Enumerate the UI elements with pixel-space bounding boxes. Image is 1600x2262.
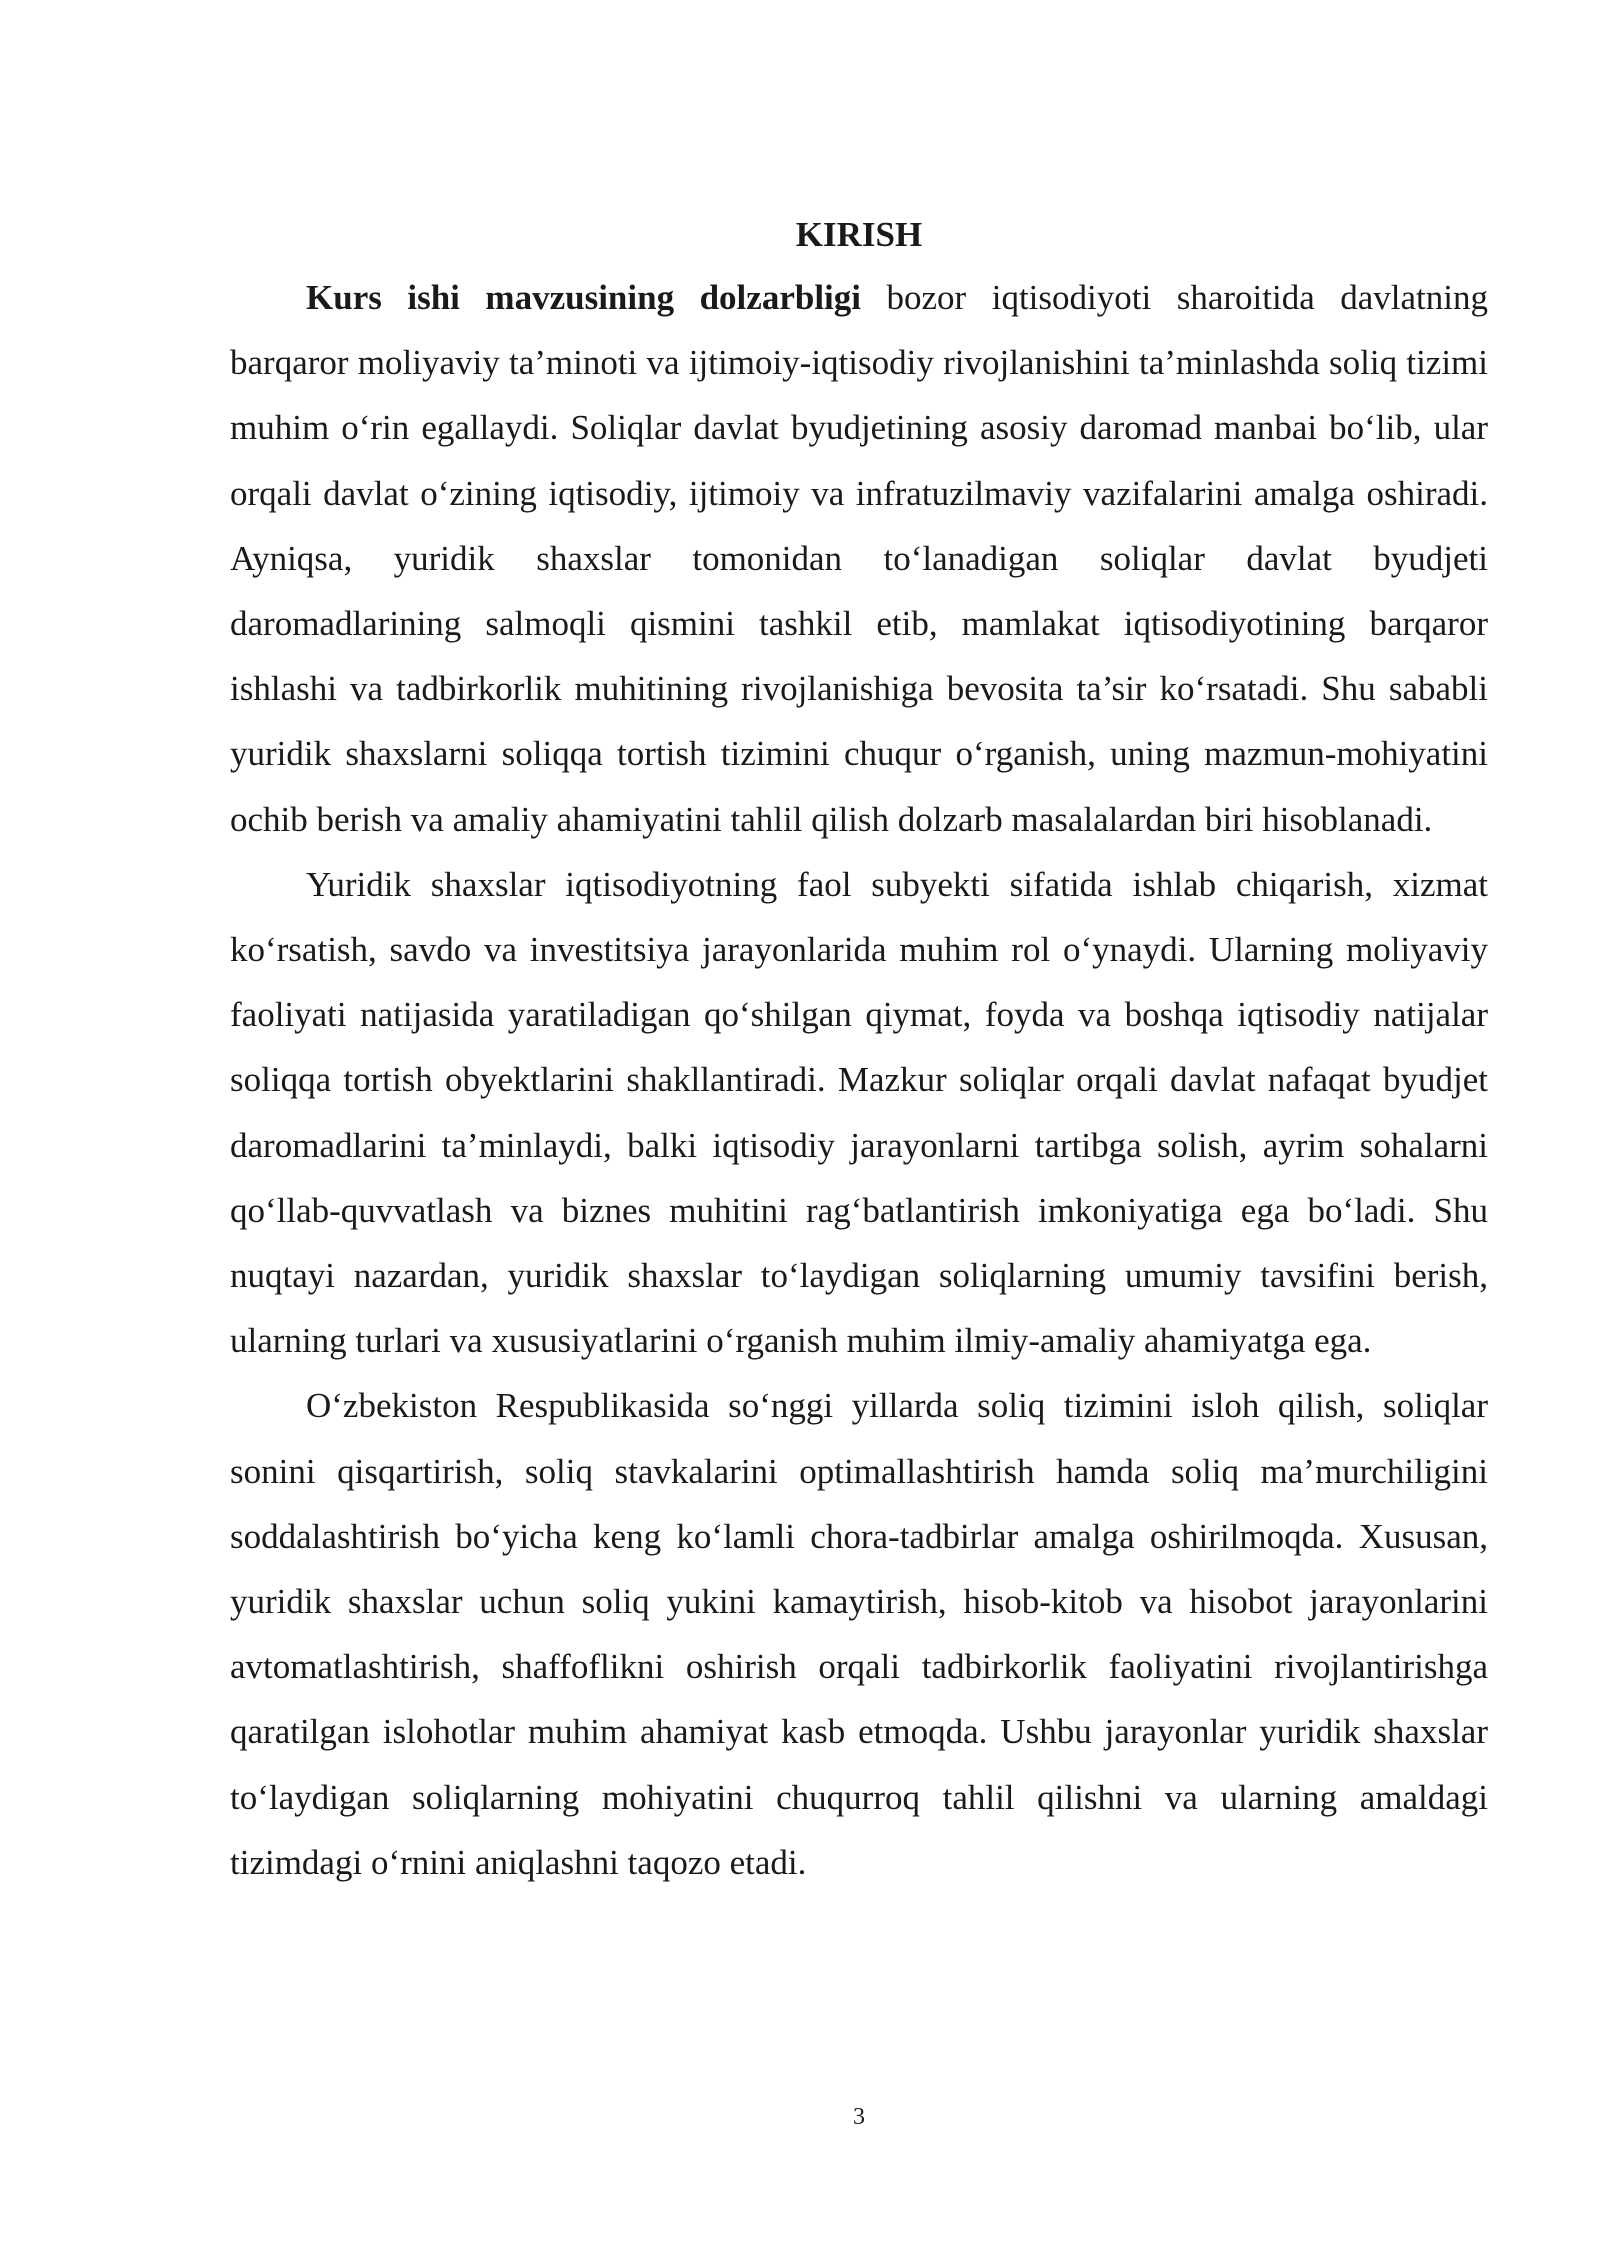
- paragraph-text: Yuridik shaxslar iqtisodiyotning faol subyekti sifatida ishlab chiqarish, xizmat ko‘rsatish, savdo va investitsiya jarayonlarida muhim rol o‘ynaydi. Ularning moliyaviy faoliyati natijasida yaratiladigan qo‘shilgan qiymat, foyda va boshqa iqtisodiy natijalar soliqqa tortish obyektlarini shakllantiradi. Mazkur soliqlar orqali davlat nafaqat byudjet daromadlarini ta’minlaydi, balki iqtisodiy jarayonlarni tartibga solish, ayrim sohalarni qo‘llab-quvvatlash va biznes muhitini rag‘batlantirish imkoniyatiga ega bo‘ladi. Shu nuqtayi nazardan, yuridik shaxslar to‘laydigan soliqlarning umumiy tavsifini berish, ularning turlari va xususiyatlarini o‘rganish muhim ilmiy-amaliy ahamiyatga ega.: [230, 864, 1488, 1361]
- page-content: [230, 205, 1488, 1895]
- section-heading: KIRISH: [795, 215, 923, 254]
- paragraph-text: bozor iqtisodiyoti sharoitida davlatning barqaror moliyaviy ta’minoti va ijtimoiy-iqtisodiy rivojlanishini ta’minlashda soliq tizimi muhim o‘rin egallaydi. Soliqlar davlat byudjetining asosiy daromad manbai bo‘lib, ular orqali davlat o‘zining iqtisodiy, ijtimoiy va infratuzilmaviy vazifalarini amalga oshiradi. Ayniqsa, yuridik shaxslar tomonidan to‘lanadigan soliqlar davlat byudjeti daromadlarining salmoqli qismini tashkil etib, mamlakat iqtisodiyotining barqaror ishlashi va tadbirkorlik muhitining rivojlanishiga bevosita ta’sir ko‘rsatadi. Shu sababli yuridik shaxslarni soliqqa tortish tizimini chuqur o‘rganish, uning mazmun-mohiyatini ochib berish va amaliy ahamiyatini tahlil qilish dolzarb masalalardan biri hisoblanadi.: [230, 278, 1488, 839]
- paragraph: [230, 265, 1488, 852]
- paragraph: [230, 852, 1488, 1374]
- paragraph-text: O‘zbekiston Respublikasida so‘nggi yillarda soliq tizimini isloh qilish, soliqlar sonini qisqartirish, soliq stavkalarini optimallashtirish hamda soliq ma’murchiligini soddalashtirish bo‘yicha keng ko‘lamli chora-tadbirlar amalga oshirilmoqda. Xususan, yuridik shaxslar uchun soliq yukini kamaytirish, hisob-kitob va hisobot jarayonlarini avtomatlashtirish, shaffoflikni oshirish orqali tadbirkorlik faoliyatini rivojlantirishga qaratilgan islohotlar muhim ahamiyat kasb etmoqda. Ushbu jarayonlar yuridik shaxslar to‘laydigan soliqlarning mohiyatini chuqurroq tahlil qilishni va ularning amaldagi tizimdagi o‘rnini aniqlashni taqozo etadi.: [230, 1386, 1488, 1882]
- page-number: 3: [853, 2104, 865, 2130]
- paragraph-lead: Kurs ishi mavzusining dolzarbligi: [306, 278, 861, 317]
- paragraph: [230, 1373, 1488, 1895]
